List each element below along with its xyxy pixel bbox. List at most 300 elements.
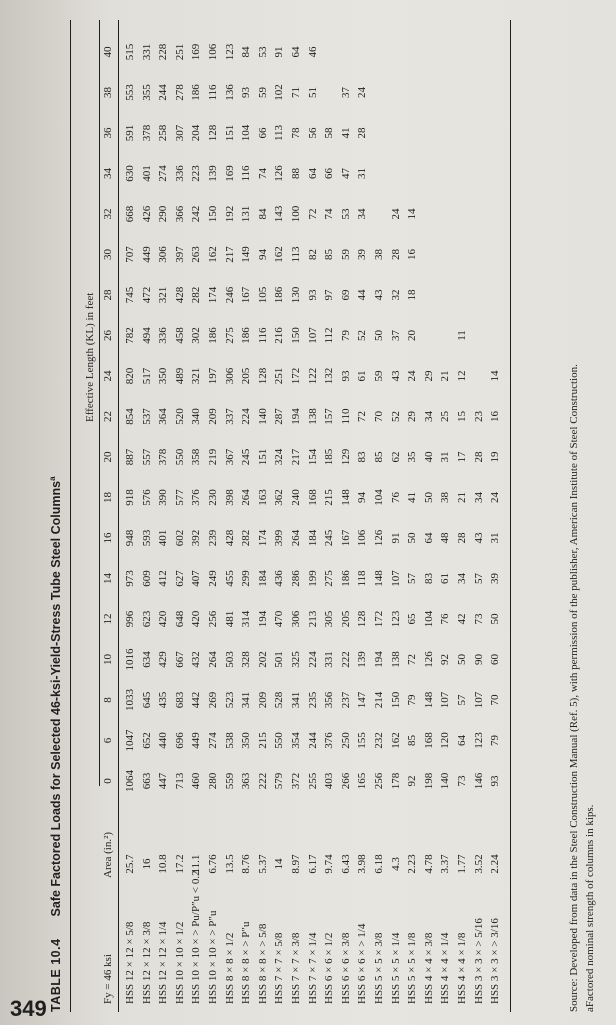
load-value: 126 xyxy=(373,529,385,547)
load-value: 130 xyxy=(290,286,302,304)
section-designation: HSS 4 × 4 × 1/4 xyxy=(439,932,452,1004)
load-value: 116 xyxy=(207,84,219,101)
load-value: 169 xyxy=(223,165,236,182)
section-area: 6.76 xyxy=(207,854,219,874)
load-value: 249 xyxy=(207,570,219,587)
load-value: 64 xyxy=(422,532,435,544)
load-value: 50 xyxy=(489,613,502,625)
length-header-24: 24 xyxy=(102,370,114,382)
load-value: 197 xyxy=(207,367,219,385)
section-designation: HSS 3 × 3 × > 5/16 xyxy=(472,918,485,1004)
load-value: 364 xyxy=(157,408,170,425)
load-value: 214 xyxy=(373,691,385,709)
load-value: 340 xyxy=(190,408,203,425)
load-value: 401 xyxy=(157,529,170,547)
source-note: Source: Developed from data in the Steel Construction Manual (Ref. 5), with permission of the publisher, American Institute of Steel Construction. xyxy=(568,364,580,1012)
top-rule xyxy=(70,20,71,1012)
load-value: 280 xyxy=(207,772,219,790)
load-value: 11 xyxy=(456,330,468,341)
load-value: 100 xyxy=(290,205,302,223)
length-header-28: 28 xyxy=(102,289,114,301)
load-value: 39 xyxy=(356,249,369,260)
load-value: 24 xyxy=(389,208,402,220)
load-value: 209 xyxy=(256,691,269,709)
load-value: 104 xyxy=(422,610,435,628)
load-value: 17 xyxy=(456,451,468,463)
load-value: 25 xyxy=(439,411,452,422)
load-value: 131 xyxy=(240,205,253,223)
load-value: 1047 xyxy=(124,729,136,752)
load-value: 79 xyxy=(406,694,419,706)
load-value: 149 xyxy=(240,246,253,263)
load-value: 147 xyxy=(356,691,369,709)
table-row xyxy=(406,20,422,1012)
load-value: 269 xyxy=(207,691,219,709)
load-value: 120 xyxy=(439,732,452,749)
load-value: 78 xyxy=(290,127,302,139)
load-value: 59 xyxy=(373,370,385,382)
load-value: 263 xyxy=(190,246,203,263)
section-area: 8.76 xyxy=(240,854,253,874)
table-row xyxy=(290,20,306,1012)
page-number: 349 xyxy=(10,996,47,1021)
load-value: 350 xyxy=(240,732,253,749)
table-row xyxy=(141,20,157,1012)
load-value: 204 xyxy=(190,124,203,142)
section-designation: HSS 7 × 7 × 5/8 xyxy=(273,932,286,1004)
load-value: 245 xyxy=(240,448,253,466)
load-value: 34 xyxy=(422,411,435,422)
load-value: 44 xyxy=(356,289,369,301)
load-value: 139 xyxy=(356,651,369,668)
load-value: 162 xyxy=(273,246,286,263)
load-value: 376 xyxy=(190,489,203,506)
load-value: 576 xyxy=(140,489,153,506)
load-value: 255 xyxy=(306,772,319,790)
load-value: 85 xyxy=(373,451,385,463)
section-area: 16 xyxy=(140,858,153,870)
section-area: 25.7 xyxy=(124,854,136,874)
load-value: 275 xyxy=(323,570,336,587)
load-value: 593 xyxy=(140,529,153,547)
load-value: 151 xyxy=(256,448,269,466)
section-area: 3.37 xyxy=(439,854,452,874)
load-value: 66 xyxy=(256,127,269,139)
load-value: 106 xyxy=(207,43,219,61)
load-value: 420 xyxy=(157,610,170,628)
load-value: 73 xyxy=(456,775,468,787)
load-value: 481 xyxy=(223,610,236,628)
load-value: 184 xyxy=(256,570,269,587)
section-designation: HSS 6 × 6 × 1/2 xyxy=(323,932,336,1004)
load-value: 559 xyxy=(223,772,236,790)
load-value: 217 xyxy=(290,448,302,466)
load-value: 83 xyxy=(356,451,369,463)
load-value: 378 xyxy=(157,448,170,466)
load-value: 56 xyxy=(306,127,319,139)
load-value: 128 xyxy=(207,124,219,142)
load-value: 34 xyxy=(472,492,485,503)
load-value: 302 xyxy=(190,327,203,344)
section-designation: HSS 5 × 5 × 1/4 xyxy=(389,932,402,1004)
length-header-18: 18 xyxy=(102,492,114,503)
load-value: 85 xyxy=(406,735,419,746)
load-value: 61 xyxy=(439,573,452,584)
load-value: 69 xyxy=(339,289,352,301)
load-value: 472 xyxy=(140,286,153,304)
load-value: 222 xyxy=(339,651,352,668)
load-value: 113 xyxy=(290,246,302,263)
load-value: 239 xyxy=(207,529,219,547)
load-value: 205 xyxy=(339,610,352,628)
table-row xyxy=(423,20,439,1012)
load-value: 123 xyxy=(472,732,485,749)
load-value: 93 xyxy=(339,370,352,382)
load-value: 299 xyxy=(240,570,253,587)
load-value: 460 xyxy=(190,772,203,790)
load-value: 21 xyxy=(439,370,452,382)
load-value: 435 xyxy=(157,691,170,709)
load-value: 70 xyxy=(373,411,385,422)
load-value: 107 xyxy=(306,327,319,344)
load-value: 167 xyxy=(339,529,352,547)
load-value: 429 xyxy=(157,651,170,668)
section-area: 8.97 xyxy=(290,854,302,874)
load-value: 314 xyxy=(240,610,253,628)
load-value: 21 xyxy=(456,492,468,503)
section-area: 2.24 xyxy=(489,854,502,874)
load-value: 412 xyxy=(157,570,170,587)
load-value: 110 xyxy=(339,408,352,425)
load-value: 336 xyxy=(173,165,186,182)
load-value: 489 xyxy=(173,367,186,385)
length-header-26: 26 xyxy=(102,330,114,341)
load-value: 663 xyxy=(140,772,153,790)
table-row xyxy=(207,20,223,1012)
load-value: 43 xyxy=(373,289,385,301)
load-value: 167 xyxy=(240,286,253,304)
load-value: 237 xyxy=(339,691,352,709)
load-value: 107 xyxy=(439,691,452,709)
table-row xyxy=(439,20,455,1012)
load-value: 41 xyxy=(406,492,419,503)
load-value: 82 xyxy=(306,249,319,260)
load-value: 235 xyxy=(306,691,319,709)
load-value: 16 xyxy=(406,249,419,260)
load-value: 256 xyxy=(207,610,219,628)
load-value: 23 xyxy=(472,411,485,422)
load-value: 538 xyxy=(223,732,236,749)
load-value: 91 xyxy=(273,46,286,58)
load-value: 287 xyxy=(273,408,286,425)
load-value: 59 xyxy=(339,249,352,260)
table-row xyxy=(273,20,289,1012)
load-value: 20 xyxy=(406,330,419,341)
load-value: 28 xyxy=(472,451,485,463)
section-designation: HSS 7 × 7 × 1/4 xyxy=(306,932,319,1004)
section-area: 3.52 xyxy=(472,854,485,874)
load-value: 107 xyxy=(472,691,485,709)
load-value: 274 xyxy=(207,732,219,749)
load-value: 455 xyxy=(223,570,236,587)
load-value: 246 xyxy=(223,286,236,304)
section-designation: HSS 12 × 12 × 3/8 xyxy=(140,921,153,1004)
load-value: 258 xyxy=(157,124,170,142)
load-value: 148 xyxy=(373,570,385,587)
load-value: 50 xyxy=(406,532,419,544)
load-value: 24 xyxy=(356,87,369,98)
section-area: 10.8 xyxy=(157,854,170,874)
load-value: 667 xyxy=(173,651,186,668)
load-value: 53 xyxy=(339,208,352,220)
load-value: 12 xyxy=(456,370,468,382)
load-value: 150 xyxy=(207,205,219,223)
table-row xyxy=(356,20,372,1012)
load-value: 550 xyxy=(273,732,286,749)
load-value: 517 xyxy=(140,367,153,385)
load-value: 251 xyxy=(273,367,286,385)
load-value: 48 xyxy=(439,532,452,544)
load-value: 139 xyxy=(207,165,219,182)
load-value: 150 xyxy=(389,691,402,709)
load-value: 65 xyxy=(406,613,419,625)
load-value: 104 xyxy=(373,489,385,506)
load-value: 29 xyxy=(406,411,419,422)
length-header-12: 12 xyxy=(102,613,114,625)
table-title-marker: a xyxy=(48,476,57,481)
table-row xyxy=(224,20,240,1012)
load-value: 652 xyxy=(140,732,153,749)
load-value: 591 xyxy=(124,124,136,142)
load-value: 57 xyxy=(472,573,485,584)
load-value: 50 xyxy=(373,330,385,341)
load-value: 14 xyxy=(489,370,502,382)
load-value: 648 xyxy=(173,610,186,628)
load-value: 401 xyxy=(140,165,153,182)
length-header-14: 14 xyxy=(102,573,114,584)
section-designation: HSS 10 × 10 × > Pu/P″u < 0.2 xyxy=(190,870,203,1004)
load-value: 138 xyxy=(306,408,319,425)
load-value: 553 xyxy=(124,84,136,101)
table-row xyxy=(340,20,356,1012)
footnote: aFactored nominal strength of columns in kips. xyxy=(584,804,596,1012)
load-value: 37 xyxy=(339,87,352,98)
length-header-34: 34 xyxy=(102,168,114,179)
section-designation: HSS 12 × 12 × 1/4 xyxy=(157,921,170,1004)
load-value: 19 xyxy=(489,451,502,463)
load-value: 74 xyxy=(323,208,336,220)
load-value: 174 xyxy=(207,286,219,304)
load-value: 264 xyxy=(240,489,253,506)
load-value: 403 xyxy=(323,772,336,790)
load-value: 251 xyxy=(173,43,186,61)
load-value: 28 xyxy=(356,127,369,139)
length-header-36: 36 xyxy=(102,127,114,139)
section-area: 11.1 xyxy=(190,854,203,874)
load-value: 52 xyxy=(389,411,402,422)
table-row xyxy=(174,20,190,1012)
load-value: 428 xyxy=(173,286,186,304)
fy-header: Fy = 46 ksi xyxy=(102,954,114,1004)
load-value: 209 xyxy=(207,408,219,425)
load-value: 264 xyxy=(207,651,219,668)
load-value: 392 xyxy=(190,529,203,547)
load-value: 278 xyxy=(173,84,186,101)
load-value: 31 xyxy=(439,451,452,463)
load-value: 367 xyxy=(223,448,236,466)
load-value: 38 xyxy=(439,492,452,503)
section-area: 3.98 xyxy=(356,854,369,874)
load-value: 93 xyxy=(240,87,253,98)
load-value: 28 xyxy=(389,249,402,260)
section-designation: HSS 12 × 12 × 5/8 xyxy=(124,921,136,1004)
load-value: 129 xyxy=(339,448,352,466)
load-value: 64 xyxy=(456,735,468,746)
load-value: 217 xyxy=(223,246,236,263)
load-value: 92 xyxy=(439,654,452,665)
load-value: 376 xyxy=(323,732,336,749)
load-value: 306 xyxy=(157,246,170,263)
load-value: 123 xyxy=(389,610,402,628)
load-value: 42 xyxy=(456,613,468,625)
load-value: 449 xyxy=(140,246,153,263)
load-value: 88 xyxy=(290,168,302,179)
length-header-6: 6 xyxy=(102,737,114,744)
load-value: 515 xyxy=(124,43,136,61)
load-value: 102 xyxy=(273,84,286,101)
section-designation: HSS 8 × 8 × > 5/8 xyxy=(256,923,269,1004)
section-area: 14 xyxy=(273,858,286,870)
load-value: 213 xyxy=(306,610,319,628)
load-value: 97 xyxy=(323,289,336,301)
section-area: 2.23 xyxy=(406,854,419,874)
load-value: 436 xyxy=(273,570,286,587)
load-value: 948 xyxy=(124,529,136,547)
load-value: 132 xyxy=(323,367,336,385)
load-value: 216 xyxy=(273,327,286,344)
load-value: 223 xyxy=(190,165,203,182)
load-value: 29 xyxy=(422,370,435,382)
load-value: 57 xyxy=(456,694,468,706)
header-rule xyxy=(118,20,119,1012)
load-value: 328 xyxy=(240,651,253,668)
load-value: 178 xyxy=(389,772,402,790)
load-value: 41 xyxy=(339,127,352,139)
load-value: 366 xyxy=(173,205,186,223)
load-value: 59 xyxy=(256,87,269,98)
load-value: 782 xyxy=(124,327,136,344)
load-value: 15 xyxy=(456,411,468,422)
load-value: 162 xyxy=(389,732,402,749)
length-header-16: 16 xyxy=(102,532,114,544)
load-value: 105 xyxy=(256,286,269,304)
load-value: 113 xyxy=(273,124,286,142)
section-area: 1.77 xyxy=(456,854,468,874)
load-value: 550 xyxy=(173,448,186,466)
load-value: 341 xyxy=(240,691,253,709)
load-value: 996 xyxy=(124,610,136,628)
table-title-text: Safe Factored Loads for Selected 46-ksi-Yield-Stress Tube Steel Columns xyxy=(49,480,64,917)
load-value: 28 xyxy=(456,532,468,544)
load-value: 60 xyxy=(489,654,502,665)
section-area: 6.17 xyxy=(306,854,319,874)
load-value: 122 xyxy=(306,367,319,385)
load-value: 683 xyxy=(173,691,186,709)
load-value: 390 xyxy=(157,489,170,506)
load-value: 668 xyxy=(124,205,136,223)
load-value: 83 xyxy=(422,573,435,584)
load-value: 31 xyxy=(489,532,502,544)
load-value: 363 xyxy=(240,772,253,790)
load-value: 57 xyxy=(406,573,419,584)
load-value: 172 xyxy=(290,367,302,385)
table-label: TABLE 10.4 xyxy=(49,938,64,1012)
section-designation: HSS 4 × 4 × 1/8 xyxy=(456,932,468,1004)
section-designation: HSS 5 × 5 × 1/8 xyxy=(406,932,419,1004)
load-value: 165 xyxy=(356,772,369,790)
load-value: 93 xyxy=(306,289,319,301)
load-value: 307 xyxy=(173,124,186,142)
load-value: 337 xyxy=(223,408,236,425)
load-value: 579 xyxy=(273,772,286,790)
load-value: 1016 xyxy=(124,648,136,671)
load-value: 407 xyxy=(190,570,203,587)
load-value: 157 xyxy=(323,408,336,425)
load-value: 24 xyxy=(406,370,419,382)
load-value: 854 xyxy=(124,408,136,425)
load-value: 305 xyxy=(323,610,336,628)
load-value: 428 xyxy=(223,529,236,547)
table-row xyxy=(473,20,489,1012)
load-value: 34 xyxy=(356,208,369,220)
load-value: 336 xyxy=(157,327,170,344)
table-row xyxy=(257,20,273,1012)
load-value: 194 xyxy=(290,408,302,425)
load-value: 494 xyxy=(140,327,153,344)
load-value: 324 xyxy=(273,448,286,466)
load-value: 362 xyxy=(273,489,286,506)
load-value: 398 xyxy=(223,489,236,506)
load-value: 50 xyxy=(422,492,435,503)
load-value: 58 xyxy=(323,127,336,139)
load-value: 123 xyxy=(223,43,236,61)
effective-length-rule xyxy=(99,20,100,786)
load-value: 84 xyxy=(240,46,253,58)
load-value: 501 xyxy=(273,651,286,668)
length-header-8: 8 xyxy=(102,697,114,703)
load-value: 52 xyxy=(356,330,369,341)
load-value: 286 xyxy=(290,570,302,587)
load-value: 72 xyxy=(356,411,369,422)
load-value: 306 xyxy=(223,367,236,385)
load-value: 71 xyxy=(290,87,302,98)
load-value: 630 xyxy=(124,165,136,182)
load-value: 16 xyxy=(489,411,502,422)
load-value: 43 xyxy=(389,370,402,382)
section-area: 13.5 xyxy=(223,854,236,874)
load-value: 713 xyxy=(173,772,186,790)
load-value: 918 xyxy=(124,489,136,506)
load-value: 242 xyxy=(190,205,203,223)
load-value: 126 xyxy=(273,165,286,182)
load-value: 194 xyxy=(256,610,269,628)
load-value: 275 xyxy=(223,327,236,344)
load-value: 696 xyxy=(173,732,186,749)
load-value: 321 xyxy=(157,286,170,304)
load-value: 325 xyxy=(290,651,302,668)
load-value: 528 xyxy=(273,691,286,709)
load-value: 306 xyxy=(290,610,302,628)
